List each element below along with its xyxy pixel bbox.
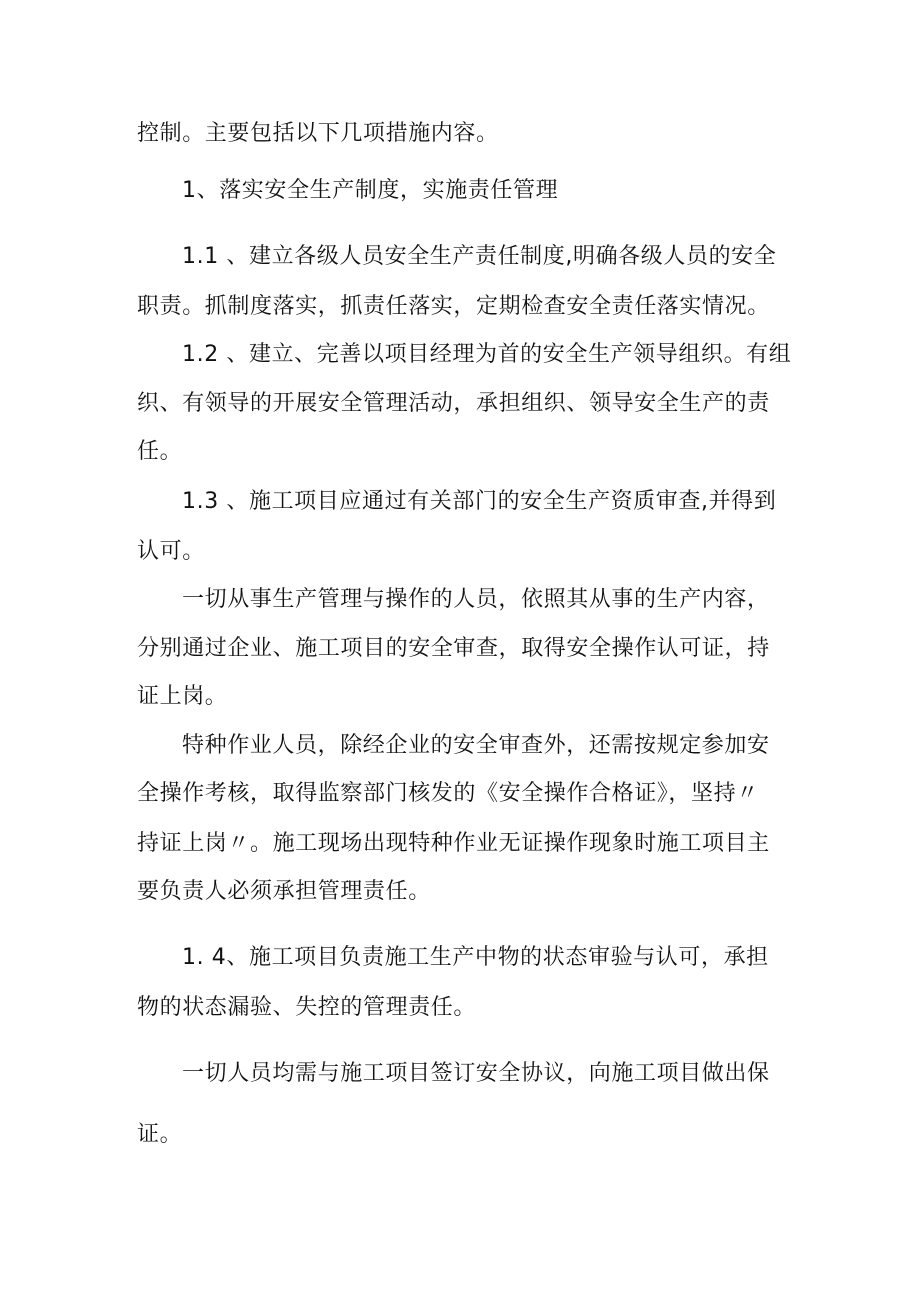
paragraph-b-line-1: 特种作业人员，除经企业的安全审查外，还需按规定参加安 [182, 733, 770, 758]
clause-1-3-line-1: 1.3 、施工项目应通过有关部门的安全生产资质审查,并得到 [182, 489, 777, 514]
paragraph-b-line-2: 全操作考核，取得监察部门核发的《安全操作合格证》，坚持〃 [137, 781, 759, 806]
paragraph-b-line-3: 持证上岗〃。施工现场出现特种作业无证操作现象时施工项目主 [137, 831, 770, 856]
clause-1-3-line-2: 认可。 [137, 539, 205, 564]
text-line-1: 控制。主要包括以下几项措施内容。 [137, 121, 499, 146]
clause-1-4-line-1: 1. 4、施工项目负责施工生产中物的状态审验与认可，承担 [182, 945, 769, 970]
clause-1-2-line-2: 织、有领导的开展安全管理活动，承担组织、领导安全生产的责 [137, 391, 770, 416]
clause-1-1-line-1: 1.1 、建立各级人员安全生产责任制度,明确各级人员的安全 [182, 244, 777, 269]
paragraph-a-line-1: 一切从事生产管理与操作的人员，依照其从事的生产内容， [182, 587, 770, 612]
paragraph-a-line-3: 证上岗。 [137, 684, 228, 709]
paragraph-a-line-2: 分别通过企业、施工项目的安全审查，取得安全操作认可证，持 [137, 636, 770, 661]
paragraph-c-line-2: 证。 [137, 1122, 183, 1147]
paragraph-b-line-4: 要负责人必须承担管理责任。 [137, 879, 431, 904]
heading-1: 1、落实安全生产制度，实施责任管理 [182, 178, 559, 203]
paragraph-c-line-1: 一切人员均需与施工项目签订安全协议，向施工项目做出保 [182, 1061, 770, 1086]
clause-1-2-line-3: 任。 [137, 439, 183, 464]
clause-1-4-line-2: 物的状态漏验、失控的管理责任。 [137, 995, 477, 1020]
clause-1-2-line-1: 1.2 、建立、完善以项目经理为首的安全生产领导组织。有组 [182, 342, 792, 367]
clause-1-1-line-2: 职责。抓制度落实，抓责任落实，定期检查安全责任落实情况。 [137, 294, 770, 319]
